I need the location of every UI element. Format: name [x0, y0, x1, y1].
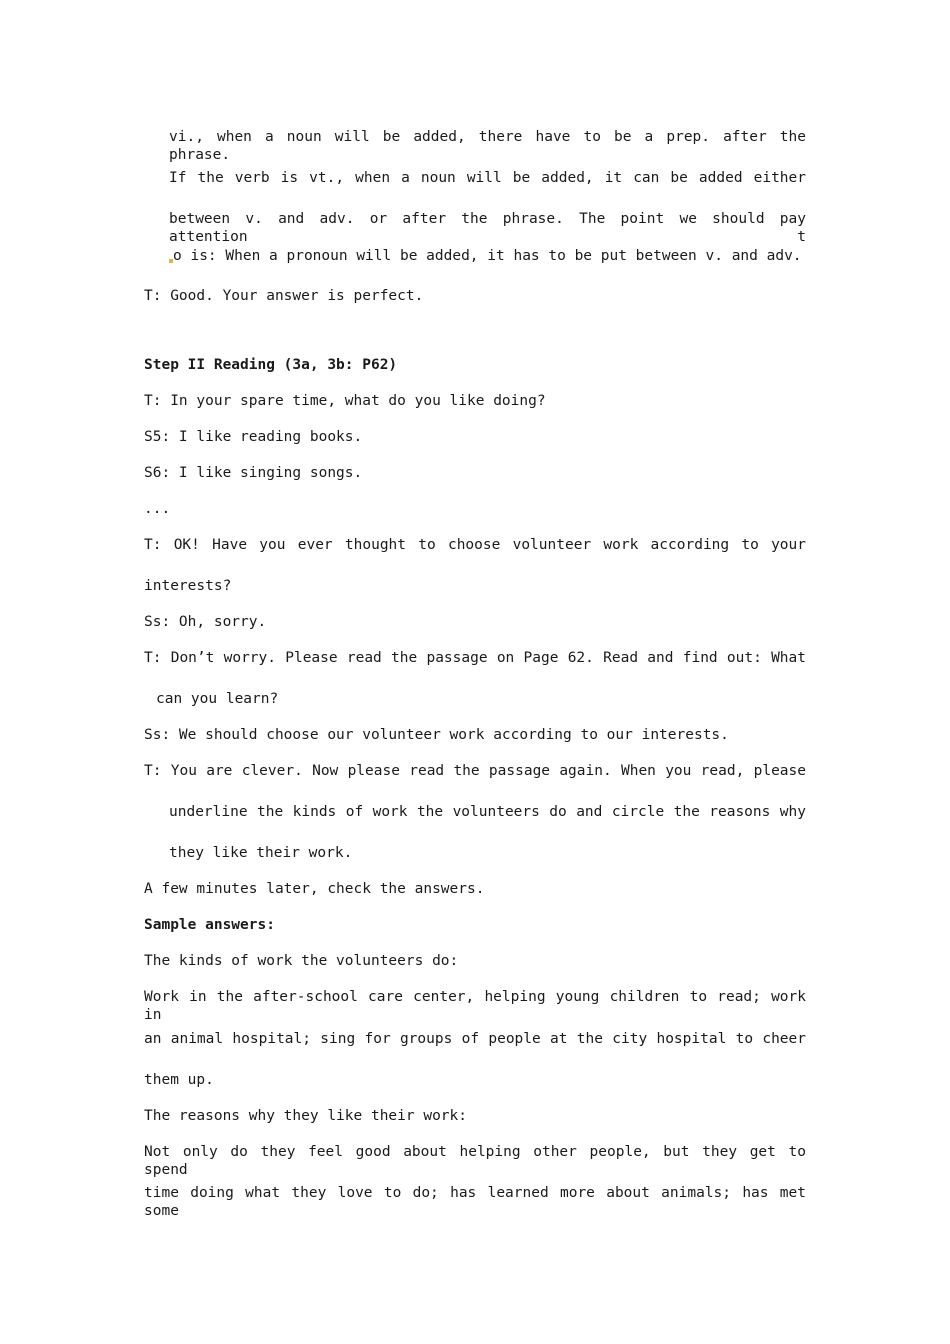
text-span: o is: When a pronoun will be added, it has to be put between v. and adv.	[173, 248, 802, 264]
text-line: interests?	[144, 578, 232, 594]
text-line: S5: I like reading books.	[144, 429, 363, 445]
text-line: T: OK! Have you ever thought to choose volunteer work according to your	[144, 537, 806, 553]
text-line: S6: I like singing songs.	[144, 465, 363, 481]
text-line: A few minutes later, check the answers.	[144, 881, 485, 897]
text-line: Ss: We should choose our volunteer work according to our interests.	[144, 727, 729, 743]
text-line: Work in the after-school care center, helping young children to read; work in	[144, 989, 806, 1023]
text-line: T: Don’t worry. Please read the passage on Page 62. Read and find out: What	[144, 650, 806, 666]
text-line: underline the kinds of work the volunteers do and circle the reasons why	[169, 804, 806, 820]
text-line: between v. and adv. or after the phrase. The point we should pay attention t	[169, 211, 806, 245]
text-line: an animal hospital; sing for groups of people at the city hospital to cheer	[144, 1031, 806, 1047]
subheading: Sample answers:	[144, 917, 275, 933]
text-line: T: You are clever. Now please read the passage again. When you read, please	[144, 763, 806, 779]
text-line: vi., when a noun will be added, there have to be a prep. after the phrase.	[169, 129, 806, 163]
text-line: ...	[144, 501, 171, 517]
text-line: can you learn?	[156, 691, 279, 707]
text-line: If the verb is vt., when a noun will be added, it can be added either	[169, 170, 806, 186]
text-line: T: Good. Your answer is perfect.	[144, 288, 424, 304]
text-line: The reasons why they like their work:	[144, 1108, 468, 1124]
text-line: T: In your spare time, what do you like doing?	[144, 393, 546, 409]
text-line: time doing what they love to do; has learned more about animals; has met some	[144, 1185, 806, 1219]
text-line: The kinds of work the volunteers do:	[144, 953, 459, 969]
section-heading: Step II Reading (3a, 3b: P62)	[144, 357, 398, 373]
text-line-with-mark	[169, 247, 806, 265]
text-line: they like their work.	[169, 845, 353, 861]
text-line: Not only do they feel good about helping other people, but they get to spend	[144, 1144, 806, 1178]
text-line: them up.	[144, 1072, 214, 1088]
text-line: Ss: Oh, sorry.	[144, 614, 267, 630]
